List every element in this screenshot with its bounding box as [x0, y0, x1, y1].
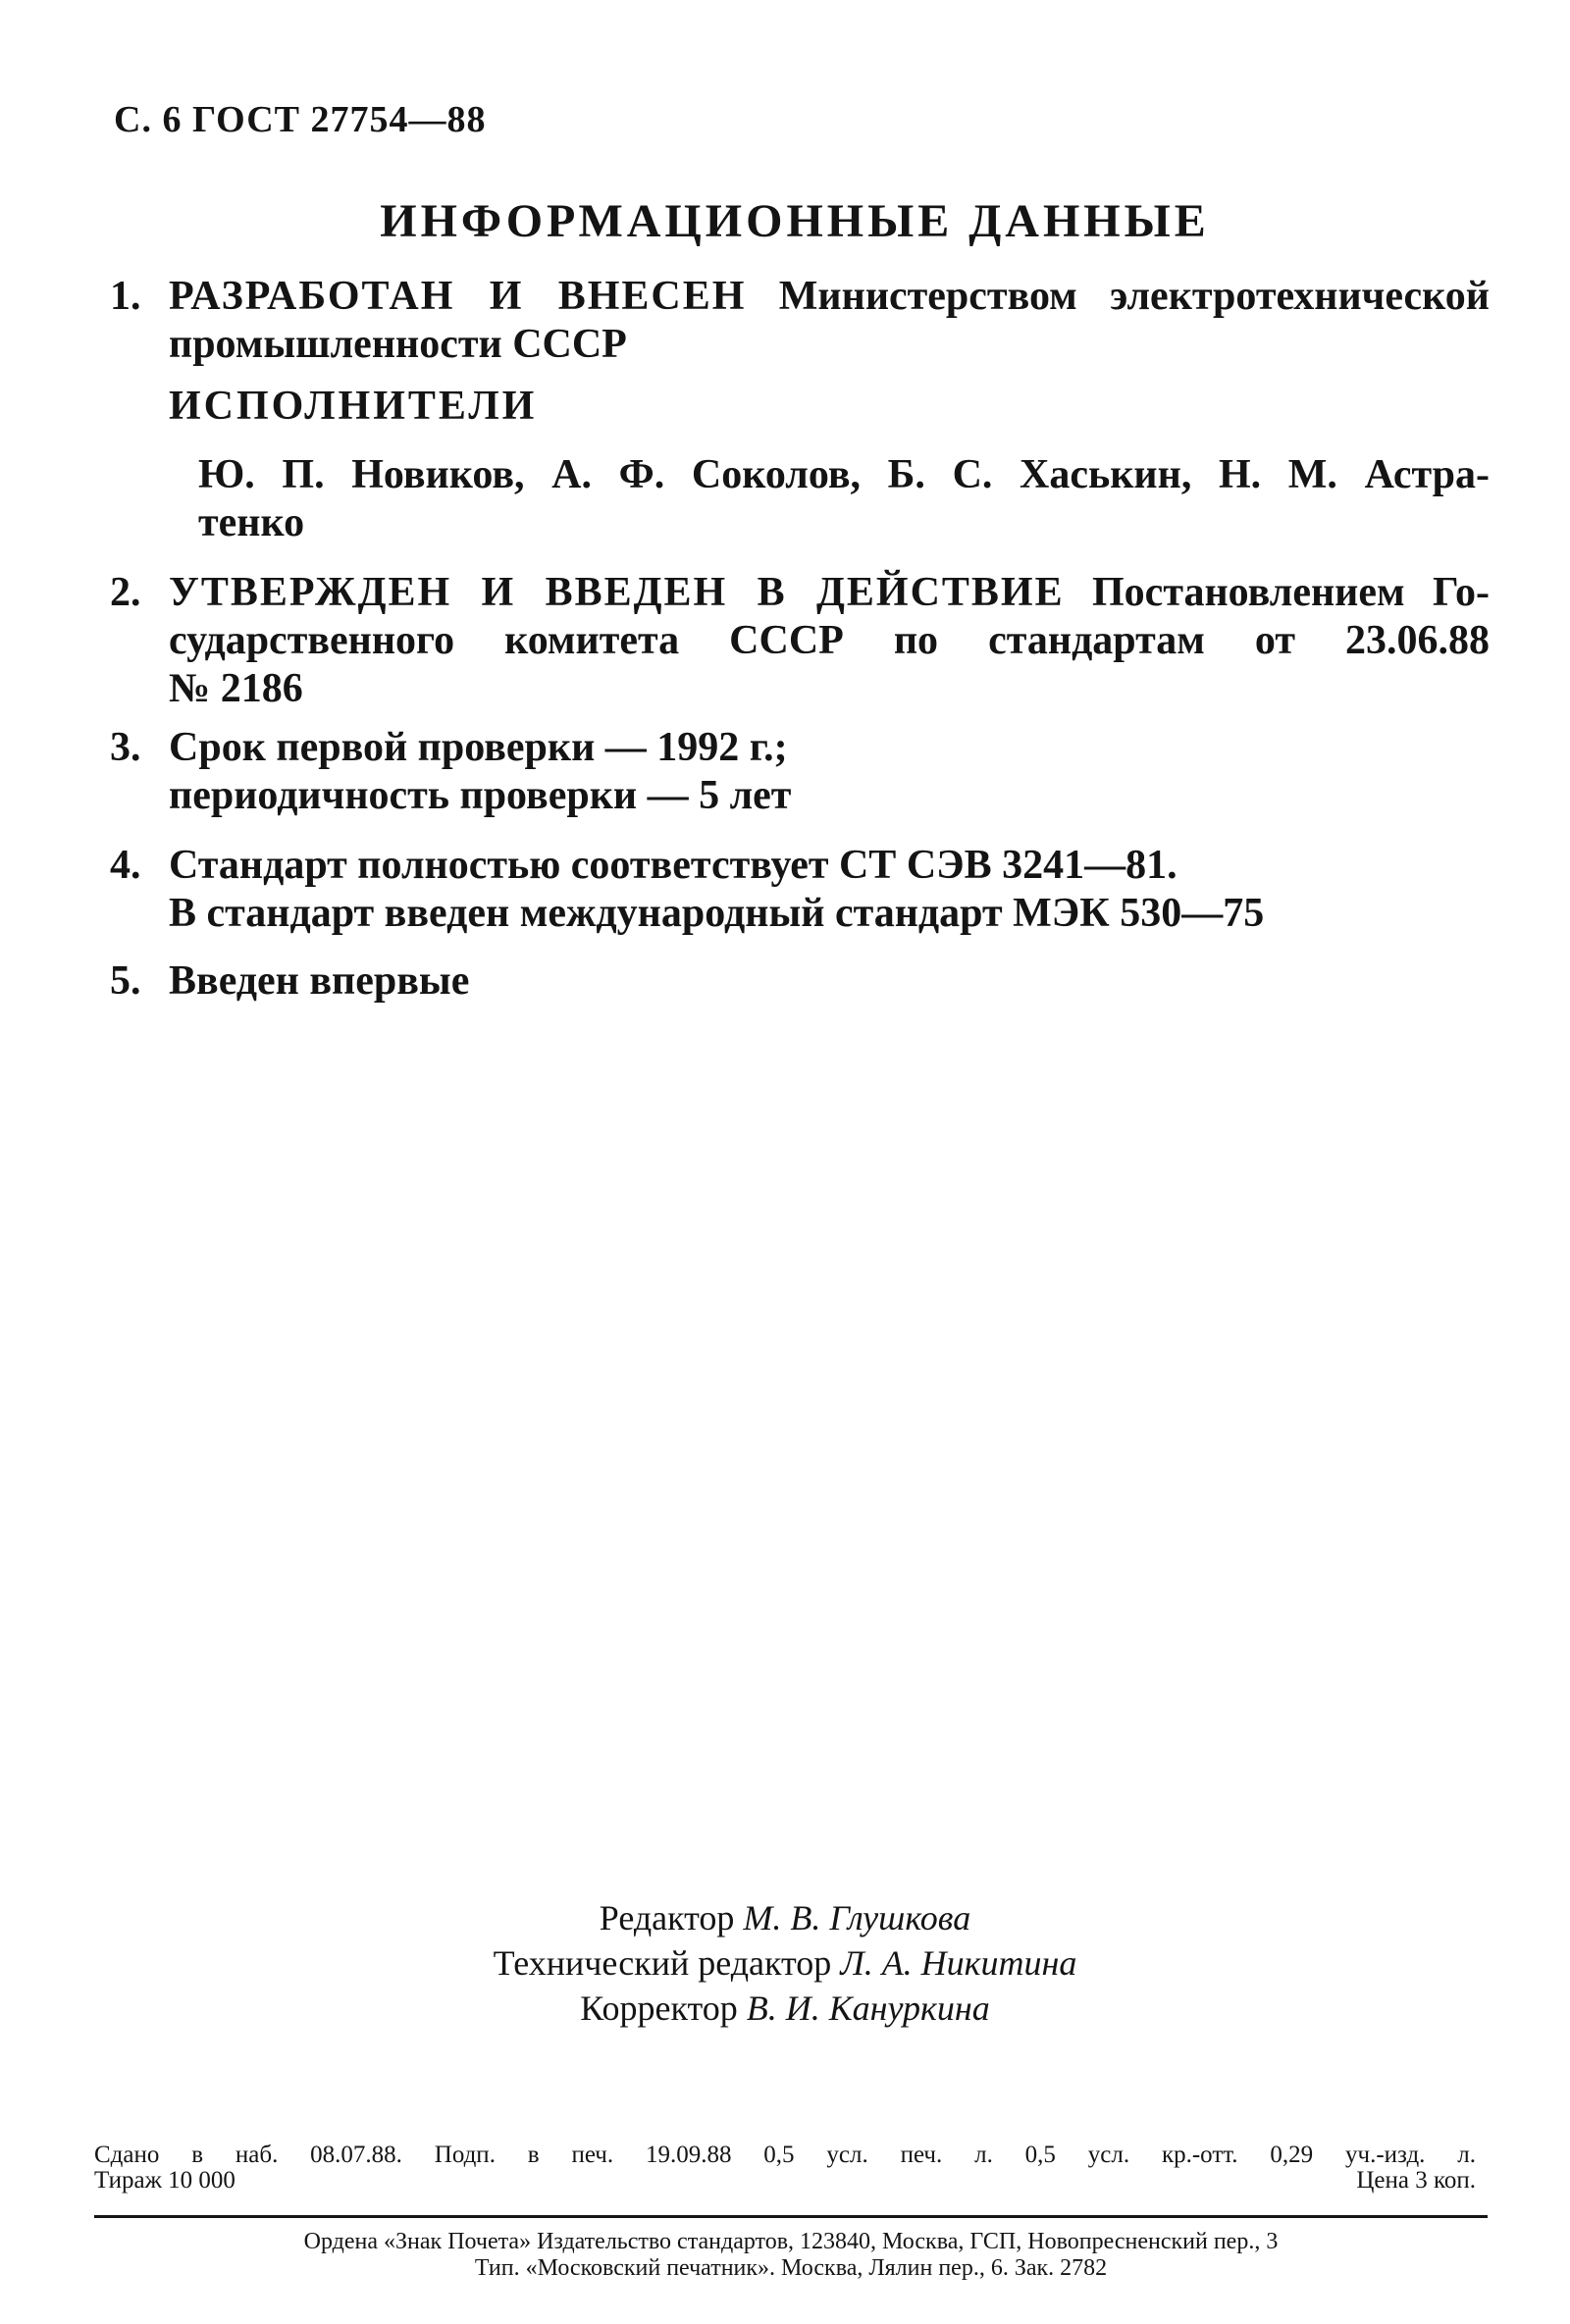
imprint-circulation: Тираж 10 000 [94, 2167, 236, 2194]
imprint-price: Цена 3 коп. [1356, 2167, 1476, 2194]
item-line: промышленности СССР [169, 322, 627, 367]
editorial-credits [0, 1895, 1570, 2031]
printer-line: Тип. «Московский печатник». Москва, Лялин пер., 6. Зак. 2782 [474, 2255, 1108, 2281]
page-title: ИНФОРМАЦИОННЫЕ ДАННЫЕ [380, 195, 1210, 247]
item-line: периодичность проверки — 5 лет [169, 773, 792, 818]
printer-line: Ордена «Знак Почета» Издательство стандартов, 123840, Москва, ГСП, Новопресненский пер., 3 [303, 2229, 1279, 2254]
item-line: № 2186 [169, 666, 303, 711]
item-number: 4. [110, 843, 141, 888]
info-item-5 [110, 957, 1490, 1006]
item-line: сударственного комитета СССР по стандартам от 23.06.88 [169, 618, 1490, 663]
imprint-block [94, 2143, 1476, 2194]
credit-role: Корректор [580, 1988, 738, 2028]
performers-line: Ю. П. Новиков, А. Ф. Соколов, Б. С. Хаськин, Н. М. Астра- [198, 452, 1490, 497]
printer-info [94, 2229, 1488, 2282]
credit-name: Л. А. Никитина [840, 1943, 1077, 1983]
divider-rule [94, 2215, 1488, 2218]
credit-name: М. В. Глушкова [743, 1898, 971, 1937]
item-line: Введен впервые [169, 958, 470, 1004]
page-header: С. 6 ГОСТ 27754—88 [114, 99, 487, 140]
item-number: 3. [110, 725, 141, 770]
credit-role: Технический редактор [493, 1943, 832, 1983]
info-item-2 [110, 569, 1490, 713]
info-item-1 [110, 273, 1490, 369]
item-caps-label: РАЗРАБОТАН И ВНЕСЕН [169, 274, 747, 319]
performers-list [198, 451, 1490, 547]
item-line: Срок первой проверки — 1992 г.; [169, 725, 788, 770]
item-number: 5. [110, 958, 141, 1004]
item-line [169, 273, 1490, 321]
credit-name: В. И. Кануркина [746, 1988, 990, 2028]
info-item-4 [110, 842, 1490, 938]
info-item-3 [110, 724, 1490, 820]
credit-proofreader [0, 1986, 1570, 2031]
credit-tech-editor [0, 1940, 1570, 1986]
imprint-line: Сдано в наб. 08.07.88. Подп. в печ. 19.09.88 0,5 усл. печ. л. 0,5 усл. кр.-отт. 0,29 уч.-изд. л. [94, 2142, 1476, 2168]
item-line: В стандарт введен международный стандарт МЭК 530—75 [169, 891, 1265, 936]
credit-editor [0, 1895, 1570, 1940]
performers-heading: ИСПОЛНИТЕЛИ [169, 384, 538, 429]
item-text: Министерством электротехнической [778, 274, 1490, 319]
performers-line: тенко [198, 500, 305, 545]
credit-role: Редактор [599, 1898, 735, 1937]
item-caps-label: УТВЕРЖДЕН И ВВЕДЕН В ДЕЙСТВИЕ [169, 570, 1065, 615]
item-number: 1. [110, 274, 141, 319]
item-line: Стандарт полностью соответствует СТ СЭВ 3241—81. [169, 843, 1178, 888]
item-number: 2. [110, 570, 141, 615]
item-line [169, 569, 1490, 617]
item-text: Постановлением Го- [1092, 570, 1491, 615]
imprint-row [94, 2168, 1476, 2194]
